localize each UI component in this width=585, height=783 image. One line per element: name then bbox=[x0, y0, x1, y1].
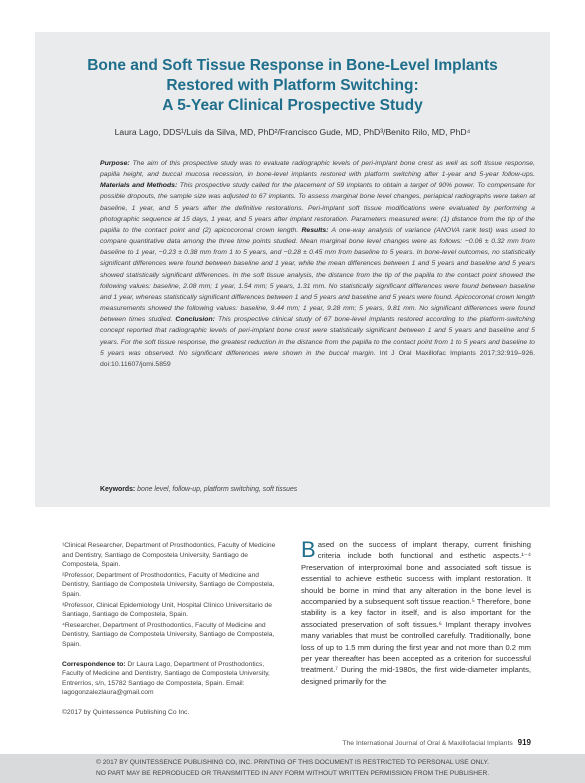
journal-name: The International Journal of Oral & Maxillofacial Implants bbox=[342, 740, 513, 747]
notice-line-2: NO PART MAY BE REPRODUCED OR TRANSMITTED IN ANY FORM WITHOUT WRITTEN PERMISSION FROM THE PUBLISHER. bbox=[95, 770, 490, 777]
conclusion-text: This prospective clinical study of 67 bone-level implants restored according to the platform-switching concept reported that radiographic levels of peri-implant bone crest were statistically significant between 1 and 5 years and baseline and 5 years. For the soft tissue response, the greatest reduction in the distance from the papilla to the contact point from 1 to 5 years and baseline to 5 years was observed. No significant differences were shown in the buccal margin. bbox=[100, 316, 536, 357]
author-list: Laura Lago, DDS¹/Luis da Silva, MD, PhD²/Francisco Gude, MD, PhD³/Benito Rilo, MD, PhD⁴ bbox=[114, 127, 471, 137]
keywords bbox=[100, 486, 535, 493]
page-number: 919 bbox=[517, 738, 531, 747]
affiliation-2: ²Professor, Department of Prosthodontics, Faculty of Medicine and Dentistry, Santiago de Compostela University, Santiago de Compostela, Spain. bbox=[62, 571, 275, 598]
purpose-label: Purpose: bbox=[100, 160, 130, 167]
notice-line-1: © 2017 BY QUINTESSENCE PUBLISHING CO, INC. PRINTING OF THIS DOCUMENT IS RESTRICTED TO PERSONAL USE ONLY. bbox=[96, 759, 489, 766]
correspondence bbox=[62, 660, 284, 698]
running-footer bbox=[301, 738, 531, 747]
body-text bbox=[301, 539, 531, 687]
title-line-3: A 5-Year Clinical Prospective Study bbox=[162, 97, 423, 114]
results-label: Results: bbox=[301, 226, 329, 234]
conclusion-label: Conclusion: bbox=[175, 316, 215, 324]
keywords-label: Keywords: bbox=[100, 486, 136, 493]
affiliation-1: ¹Clinical Researcher, Department of Prosthodontics, Faculty of Medicine and Dentistry, Santiago de Compostela University, Santiago de Compostela, Spain. bbox=[62, 542, 276, 569]
keywords-text: bone level, follow-up, platform switching, soft tissues bbox=[137, 486, 298, 493]
title-line-2: Restored with Platform Switching: bbox=[166, 77, 419, 94]
correspondence-label: Correspondence to: bbox=[62, 660, 126, 668]
drop-cap: B bbox=[301, 537, 316, 562]
affiliation-3: ³Professor, Clinical Epidemiology Unit, Hospital Clínico Universitario de Santiago, Santiago de Compostela, Spain. bbox=[62, 601, 272, 619]
affiliation-4: ⁴Researcher, Department of Prosthodontics, Faculty of Medicine and Dentistry, Santiago de Compostela University, Santiago de Compostela, Spain. bbox=[62, 621, 275, 648]
article-notes bbox=[62, 541, 284, 718]
body-paragraph: ased on the success of implant therapy, current finishing criteria include both functional and esthetic aspects.¹⁻⁴ Preservation of interproximal bone and associated soft tissue is essential to achieve esthetic success with implant restoration. It should be borne in mind that any alteration in the bone level is accompanied by a subsequent soft tissue reaction.⁵ Therefore, bone stability is a key factor in itself, and is also important for the associated preservation of soft tissues.⁶ Implant therapy involves many variables that must be controlled carefully. Traditionally, bone loss of up to 1.5 mm during the first year and not more than 0.2 mm per year thereafter has been accepted as a criterion for successful treatment.⁷ During the mid-1980s, the first wide-diameter implants, designed primarily for the bbox=[301, 540, 531, 686]
correspondence-text: Dr Laura Lago, Department of Prosthodontics, Faculty of Medicine and Dentistry, Santiago de Compostela University, Entrerríos, s/n, 15782 Santiago de Compostela, Spain. Email: lagogonzalezlaura@gmail.com bbox=[62, 660, 270, 697]
copyright: ©2017 by Quintessence Publishing Co Inc. bbox=[62, 708, 190, 716]
methods-label: Materials and Methods: bbox=[100, 182, 178, 190]
copyright-notice-bar bbox=[0, 754, 585, 783]
abstract-text bbox=[100, 158, 535, 370]
article-title bbox=[35, 56, 550, 116]
purpose-text: The aim of this prospective study was to evaluate radiographic levels of peri-implant bone crest as well as soft tissue response, papilla height, and buccal mucosa recession, in bone-level implants restored with platform switching after 1-year and 5-year follow-ups. bbox=[100, 160, 536, 179]
results-text: A one-way analysis of variance (ANOVA rank test) was used to compare quantitative data among the three time points studied. Mean marginal bone level changes were as follows: −0.06 ± 0.32 mm from baseline to 1 year, −0.23 ± 0.38 mm from 1 to 5 years, and −0.28 ± 0.45 mm from baseline to 5 years. In bone-level outcomes, no statistically significant differences were found between baseline and 1 year, while the mean differences between 1 and 5 years and baseline and 5 years showed statistically significant differences. In the soft tissue analysis, the distance from the tip of the papilla to the contact point showed the following values: baseline, 2.08 mm; 1 year, 1.54 mm; 5 years, 1.31 mm. No statistically significant differences were found between baseline and 1 year, whereas statistically significant differences between 1 and 5 years and baseline and 5 years were found. Apicocoronal crown length measurements showed the following values: baseline, 9.44 mm; 1 year, 9.28 mm; 5 years, 9.81 mm. No significant differences were found between times studied. bbox=[100, 226, 535, 324]
citation: Int J Oral Maxillofac Implants 2017;32:919–926. doi:10.11607/jomi.5859 bbox=[100, 349, 535, 368]
methods-text: This prospective study called for the placement of 59 implants to obtain a target of 90% power. To compensate for possible dropouts, the sample size was adjusted to 67 implants. To assess marginal bone level changes, periapical radiographs were taken at baseline, 1 year, and 5 years after the definitive restorations. Peri-implant soft tissue modifications were evaluated by performing a photographic sequence at 15 days, 1 year, and 5 years after implant restoration. Parameters measured were: (1) distance from the tip of the papilla to the contact point and (2) apicocoronal crown length. bbox=[100, 182, 536, 234]
title-line-1: Bone and Soft Tissue Response in Bone-Level Implants bbox=[87, 57, 498, 74]
